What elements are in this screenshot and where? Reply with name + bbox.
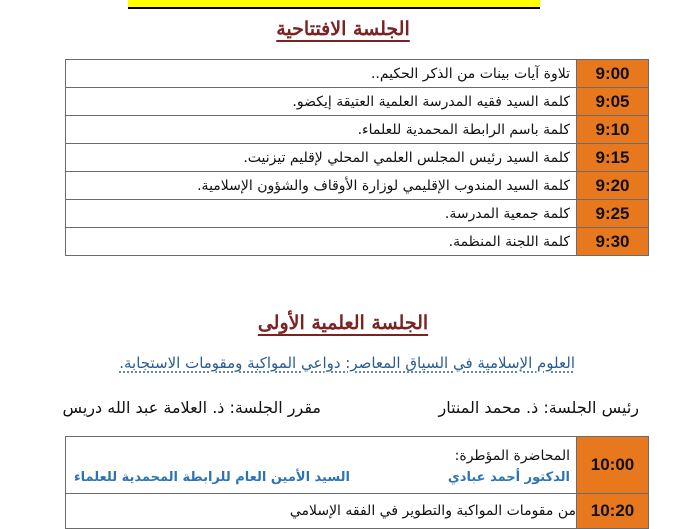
schedule-row (66, 116, 649, 144)
schedule-item-text: كلمة السيد المندوب الإقليمي لوزارة الأوقاف والشؤون الإسلامية. (66, 172, 577, 200)
session-theme: العلوم الإسلامية في السياق المعاصر: دواعي المواكبة ومقومات الاستجابة. (119, 354, 575, 372)
schedule-time: 9:20 (577, 172, 649, 200)
session-chair: رئيس الجلسة: ذ. محمد المنتار (438, 398, 639, 417)
schedule-time: 9:25 (577, 200, 649, 228)
schedule-time: 9:30 (577, 228, 649, 256)
opening-schedule-table (65, 59, 649, 256)
top-banner (128, 0, 540, 9)
first-session-heading: الجلسة العلمية الأولى (257, 312, 429, 334)
schedule-row (66, 200, 649, 228)
schedule-row (66, 88, 649, 116)
schedule-row (66, 172, 649, 200)
schedule-time: 9:10 (577, 116, 649, 144)
speaker-line (66, 464, 576, 487)
schedule-time: 9:15 (577, 144, 649, 172)
schedule-item-text: من مقومات المواكبة والتطوير في الفقه الإسلامي (66, 494, 577, 529)
schedule-time: 10:20 (577, 494, 649, 529)
lecture-cell (66, 437, 577, 494)
lecture-label: المحاضرة المؤطرة: (454, 447, 570, 464)
schedule-item-text: كلمة السيد رئيس المجلس العلمي المحلي لإقليم تيزنيت. (66, 144, 577, 172)
session-rapporteur: مقرر الجلسة: ذ. العلامة عبد الله دريس (62, 398, 321, 417)
first-session-table (65, 436, 649, 529)
schedule-time: 9:05 (577, 88, 649, 116)
schedule-row (66, 144, 649, 172)
schedule-item-text: كلمة جمعية المدرسة. (66, 200, 577, 228)
schedule-row (66, 228, 649, 256)
schedule-time: 10:00 (577, 437, 649, 494)
speaker-role: السيد الأمين العام للرابطة المحمدية للعلماء (74, 469, 350, 485)
schedule-item-text: كلمة السيد فقيه المدرسة العلمية العتيقة إيكضو. (66, 88, 577, 116)
schedule-time: 9:00 (577, 60, 649, 88)
schedule-item-text: تلاوة آيات بينات من الذكر الحكيم.. (66, 60, 577, 88)
schedule-row (66, 494, 649, 529)
opening-session-heading: الجلسة الافتتاحية (276, 18, 410, 40)
speaker-name: الدكتور أحمد عبادي (447, 469, 570, 485)
schedule-item-text: كلمة باسم الرابطة المحمدية للعلماء. (66, 116, 577, 144)
schedule-row (66, 437, 649, 494)
schedule-row (66, 60, 649, 88)
schedule-item-text: كلمة اللجنة المنظمة. (66, 228, 577, 256)
